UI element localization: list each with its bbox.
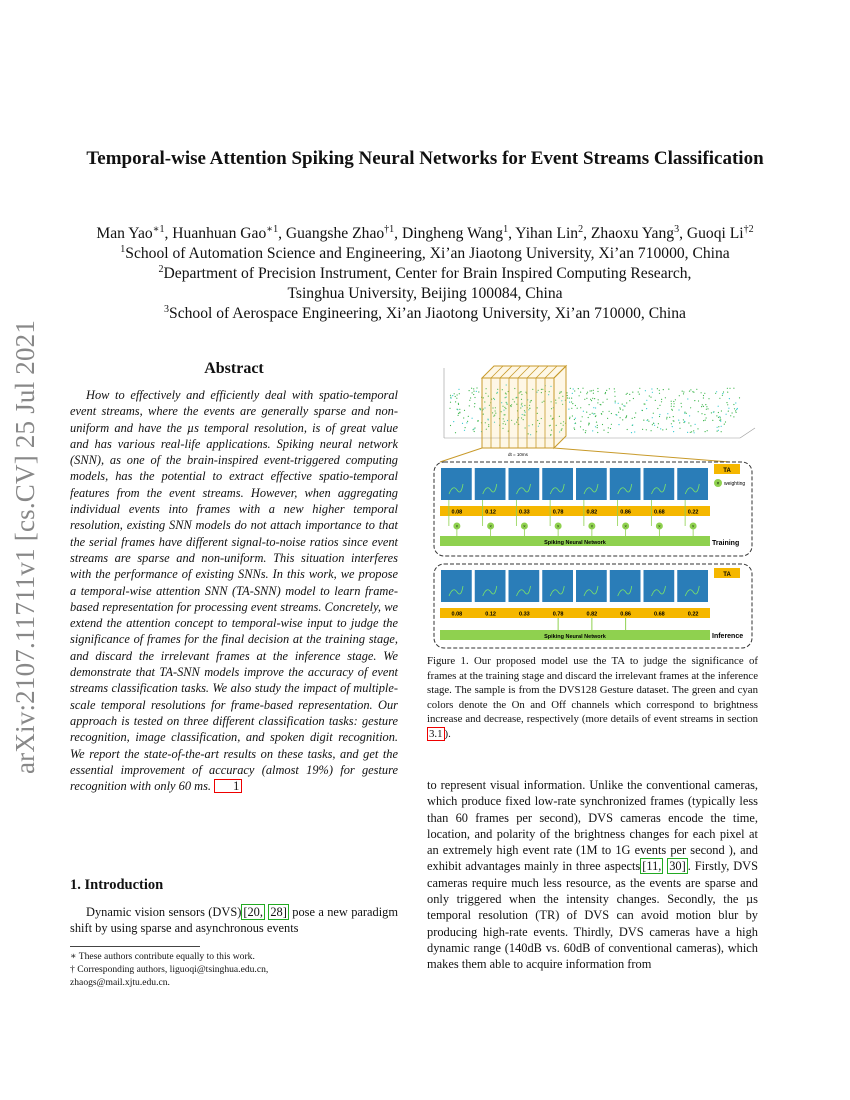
svg-text:×: × [522,525,526,530]
weight-label: 0.33 [519,509,530,516]
ta-label-training: TA [723,468,731,474]
weight-label: 0.68 [654,611,665,618]
svg-text:×: × [590,525,594,530]
event-frame [475,570,506,602]
affiliation-2: $^2$Department of Precision Instrument, Center for Brain Inspired Computing Research, [158,263,692,282]
event-frame [542,468,573,500]
affiliation-3: $^3$School of Aerospace Engineering, Xi’an Jiaotong University, Xi’an 710000, China [164,303,686,322]
event-frame [509,468,540,500]
author-name: Yihan Lin [515,225,579,242]
frame-slab [482,366,566,448]
weight-label: 0.33 [519,611,530,618]
event-frame [576,570,607,602]
svg-text:×: × [489,525,493,530]
weight-label: 0.86 [620,509,631,516]
event-frame [610,570,641,602]
svg-text:×: × [716,481,720,487]
author-name: Guoqi Li [686,225,744,242]
ta-label-inference: TA [723,572,731,578]
figure-1-caption: Figure 1. Our proposed model use the TA to judge the significance of frames at the training stage and discard the irrelevant frames at the inference stage. The sample is from the DVS128 Gesture dataset. The green and cyan colors denote the On and Off channels which correspond to brightness increase and decrease, respectively (more details of event streams in section 3.1 ). [427,655,758,740]
training-label: Training [712,540,740,547]
event-frame [644,570,675,602]
weight-label: 0.82 [586,509,598,516]
event-frame [610,468,641,500]
author-name: Zhaoxu Yang [590,225,675,242]
weight-label: 0.68 [654,509,665,516]
event-frame [576,468,607,500]
footnotes [70,950,400,989]
weight-label: 0.12 [485,611,496,618]
author-name: Dingheng Wang [401,225,504,242]
snn-label-training: Spiking Neural Network [544,540,606,546]
event-frame [644,468,675,500]
event-frame [441,570,472,602]
svg-text:×: × [624,525,628,530]
author-name: Man Yao [96,225,153,242]
section-heading-introduction: 1. Introduction [70,877,164,893]
abstract-body: How to effectively and efficiently deal with spatio-temporal event streams, where the events are generally sparse and non-uniform and have the µs temporal resolution, is of great value and has various real-life applications. Spiking neural network (SNN), as one of the brain-inspired event-triggered computing models, has the potential to extract effective spatio-temporal features from the event streams. However, when aggregating individual events into frames with a new higher temporal resolution, existing SNN models do not attach importance to that the serial frames have different signal-to-noise ratios since event streams are sparse and non-uniform. This situation interferes with the performance of existing SNNs. In this work, we propose a temporal-wise attention SNN (TA-SNN) model to learn frame-based representation for processing event streams. Concretely, we extend the attention concept to temporal-wise input to judge the significance of frames for the final decision at the training stage, and discard the irrelevant frames at the inference stage. We demonstrate that TA-SNN models improve the accuracy of event streams classification tasks. We also study the impact of multiple-scale temporal resolutions for frame-based representation. Our approach is tested on three different classification tasks: gesture recognition, image classification, and spoken digit recognition. We report the state-of-the-art results on these tasks, and get the essential improvement of accuracy (almost 19%) for gesture recognition with only 60 ms. 1 [70,388,398,794]
weight-label: 0.86 [620,611,631,618]
citation-link[interactable]: [20, [243,905,263,919]
figure-1 [430,358,760,650]
weight-label: 0.12 [485,509,496,516]
intro-paragraph: Dynamic vision sensors (DVS) [20, 28] pose a new paradigm shift by using sparse and asynchronous events [70,905,398,936]
citation-link[interactable]: 28] [270,905,287,919]
weight-label: 0.78 [552,509,564,516]
weight-label: 0.82 [586,611,598,618]
footnote-equal-contribution: ∗ These authors contribute equally to this work. [70,951,255,962]
weighting-label: weighting [724,481,746,487]
weight-label: 0.22 [687,611,699,618]
event-frame [542,570,573,602]
affiliation-1: $^1$School of Automation Science and Engineering, Xi’an Jiaotong University, Xi’an 710000, China [120,243,730,262]
footnote-corresponding: † Corresponding authors, liguoqi@tsinghua.edu.cn, [70,964,269,975]
event-frame [509,570,540,602]
snn-label-inference: Spiking Neural Network [544,634,606,640]
affiliation-2-cont: Tsinghua University, Beijing 100084, China [287,285,563,302]
dt-label: dt = 10ms [508,452,528,457]
footnote-rule [70,946,200,947]
inference-label: Inference [712,633,744,640]
author-name: Huanhuan Gao [172,225,267,242]
author-list: Man Yao$^{∗1}$, Huanhuan Gao$^{∗1}$, Guangshe Zhao$^{\dagger 1}$, Dingheng Wang$^1$, Yihan Lin$^2$, Zhaoxu Yang$^3$, Guoqi Li$^{\dagger 2}$ [96,223,754,242]
event-frame [677,468,708,500]
event-frame [677,570,708,602]
abstract-heading: Abstract [204,360,264,377]
section-link[interactable]: 3.1 [429,727,443,740]
svg-text:×: × [691,525,695,530]
weights-bar-inference [440,608,710,618]
weight-label: 0.78 [552,611,564,618]
paper-title: Temporal-wise Attention Spiking Neural Networks for Event Streams Classification [86,148,764,169]
footnote-email: zhaogs@mail.xjtu.edu.cn. [70,977,170,988]
event-frame [441,468,472,500]
footnote-link[interactable]: 1 [214,779,242,793]
citation-link[interactable]: 30] [669,859,686,874]
svg-text:×: × [556,525,560,530]
weight-label: 0.08 [451,509,463,516]
weights-bar-training [440,506,710,516]
arxiv-stamp: arXiv:2107.11711v1 [cs.CV] 25 Jul 2021 [10,319,40,774]
svg-text:×: × [455,525,459,530]
right-column-paragraph: to represent visual information. Unlike the conventional cameras, which produce fixed low-rate synchronized frames (typically less than 60 frames per second), DVS cameras encode the time, location, and polarity of the brightness changes for each pixel at an extremely high event rate (1M to 1G events per second ), and exhibit advantages mainly in three aspects [11, 30] . Firstly, DVS cameras require much less resource, as the events are sparse and only triggered when the intensity changes. Secondly, the µs temporal resolution (TR) of DVS can avoid motion blur by producing high-rate events. Thirdly, DVS cameras have a high dynamic range (140dB vs. 60dB of conventional cameras), which makes them able to acquire information from [427,778,758,972]
event-frame [475,468,506,500]
author-block [40,224,810,324]
author-name: Guangshe Zhao [285,225,385,242]
svg-text:×: × [657,525,661,530]
event-cloud-plot [440,366,755,462]
citation-link[interactable]: [11, [642,859,662,874]
weight-label: 0.08 [451,611,463,618]
weight-label: 0.22 [687,509,699,516]
